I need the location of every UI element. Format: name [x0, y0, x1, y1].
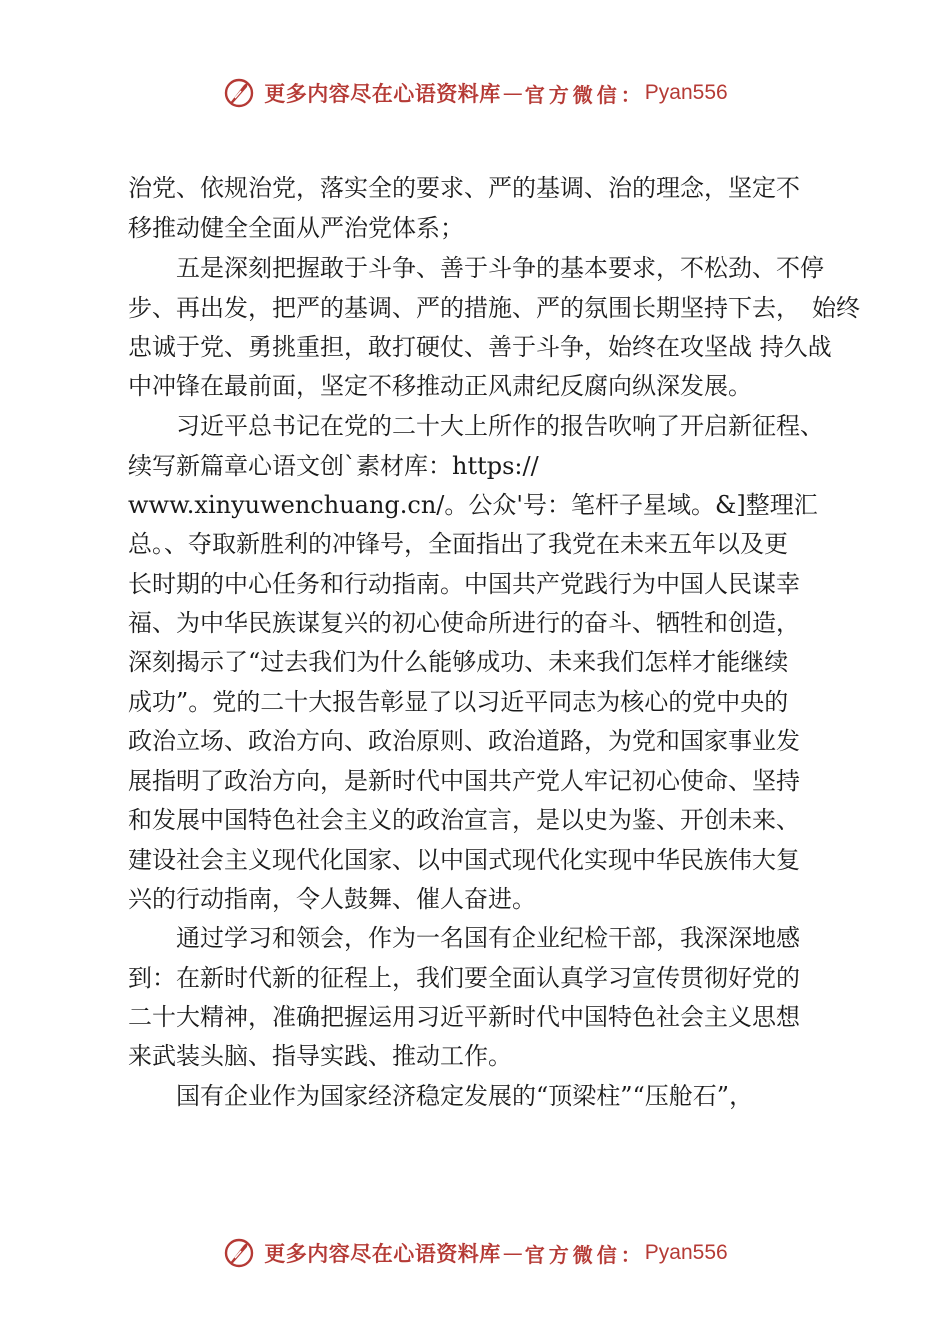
paragraph-line: 国有企业作为国家经济稳定发展的“顶梁柱”“压舱石”，: [128, 1082, 754, 1110]
banner-separator: —: [502, 1241, 523, 1265]
paragraph-line: 福、为中华民族谋复兴的初心使命所进行的奋斗、牺牲和创造，: [128, 609, 800, 637]
paragraph-line: 步、再出发，把严的基调、严的措施、严的氛围长期坚持下去， 始终: [128, 294, 860, 322]
banner-wechat-label: 官方微信：: [524, 82, 645, 107]
banner-separator: —: [502, 81, 523, 105]
paragraph-line: 兴的行动指南，令人鼓舞、催人奋进。: [128, 885, 536, 913]
header-banner: [0, 73, 950, 113]
quill-pen-logo-icon: [222, 1236, 256, 1270]
paragraph-line: 移推动健全全面从严治党体系；: [128, 214, 464, 242]
paragraph-line: 中冲锋在最前面，坚定不移推动正风肃纪反腐向纵深发展。: [128, 372, 752, 400]
banner-wechat-id: Pyan556: [644, 81, 728, 104]
paragraph-line: www.xinyuwenchuang.cn/。公众'号：笔杆子星域。&]整理汇: [128, 491, 818, 519]
paragraph-line: 通过学习和领会，作为一名国有企业纪检干部，我深深地感: [128, 924, 800, 952]
paragraph-line: 总。、夺取新胜利的冲锋号，全面指出了我党在未来五年以及更: [128, 530, 788, 558]
paragraph-line: 习近平总书记在党的二十大上所作的报告吹响了开启新征程、: [128, 412, 824, 440]
paragraph-line: 来武装头脑、指导实践、推动工作。: [128, 1042, 512, 1070]
paragraph-line: 到：在新时代新的征程上，我们要全面认真学习宣传贯彻好党的: [128, 964, 800, 992]
banner-brand-text: 更多内容尽在心语资料库: [264, 81, 501, 106]
banner-wechat-id: Pyan556: [644, 1241, 728, 1264]
banner-brand-text: 更多内容尽在心语资料库: [264, 1241, 501, 1266]
paragraph-line: 续写新篇章心语文创`素材库：https://: [128, 452, 539, 480]
paragraph-line: 长时期的中心任务和行动指南。中国共产党践行为中国人民谋幸: [128, 570, 800, 598]
paragraph-line: 治党、依规治党，落实全的要求、严的基调、治的理念，坚定不: [128, 174, 800, 202]
paragraph-line: 建设社会主义现代化国家、以中国式现代化实现中华民族伟大复: [128, 846, 800, 874]
paragraph-line: 五是深刻把握敢于斗争、善于斗争的基本要求，不松劲、不停: [128, 254, 824, 282]
footer-banner: [0, 1233, 950, 1273]
paragraph-line: 政治立场、政治方向、政治原则、政治道路，为党和国家事业发: [128, 727, 800, 755]
paragraph-line: 和发展中国特色社会主义的政治宣言，是以史为鉴、开创未来、: [128, 806, 800, 834]
paragraph-line: 深刻揭示了“过去我们为什么能够成功、未来我们怎样才能继续: [128, 648, 789, 676]
paragraph-line: 成功”。党的二十大报告彰显了以习近平同志为核心的党中央的: [128, 688, 789, 716]
banner-wechat-label: 官方微信：: [524, 1242, 645, 1267]
quill-pen-logo-icon: [222, 76, 256, 110]
paragraph-line: 二十大精神，准确把握运用习近平新时代中国特色社会主义思想: [128, 1003, 800, 1031]
paragraph-line: 展指明了政治方向，是新时代中国共产党人牢记初心使命、坚持: [128, 767, 800, 795]
paragraph-line: 忠诚于党、勇挑重担，敢打硬仗、善于斗争，始终在攻坚战 持久战: [128, 333, 832, 361]
